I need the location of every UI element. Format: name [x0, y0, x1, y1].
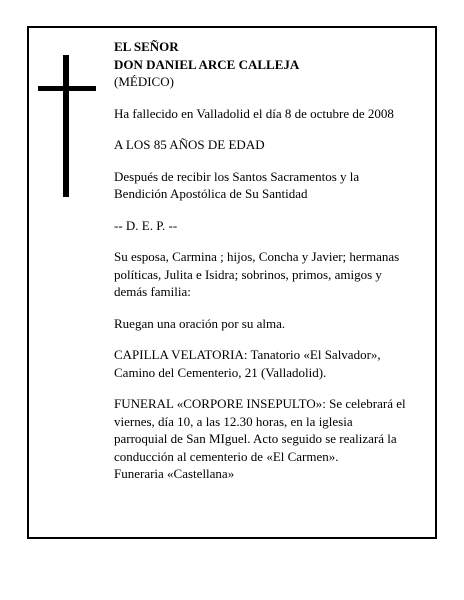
funeral-line-2: viernes, día 10, a las 12.30 horas, en la iglesia	[114, 413, 353, 429]
family-line-1: Su esposa, Carmina ; hijos, Concha y Javier; hermanas	[114, 249, 400, 264]
profession: (MÉDICO)	[114, 74, 174, 89]
cross-icon-bar	[38, 86, 96, 91]
funeral-line-4: conducción al cementerio de «El Carmen».	[114, 448, 339, 464]
funeral-line-3: parroquial de San MIguel. Acto seguido se realizará la	[114, 431, 397, 446]
death-statement: Ha fallecido en Valladolid el día 8 de octubre de 2008	[114, 105, 394, 121]
prayer-line: Ruegan una oración por su alma.	[114, 315, 286, 331]
chapel-line-2: Camino del Cementerio, 21 (Valladolid).	[114, 364, 327, 380]
chapel-line-1: CAPILLA VELATORIA: Tanatorio «El Salvador»,	[114, 347, 381, 362]
deceased-name: DON DANIEL ARCE CALLEJA	[114, 56, 300, 72]
age-statement: A LOS 85 AÑOS DE EDAD	[114, 137, 265, 152]
family-line-3: demás familia:	[114, 284, 191, 299]
rip-line: -- D. E. P. --	[114, 217, 178, 233]
cross-icon	[63, 55, 69, 197]
sacraments-line-2: Bendición Apostólica de Su Santidad	[114, 186, 308, 201]
obituary-text	[114, 38, 434, 483]
funeral-home: Funeraria «Castellana»	[114, 466, 235, 481]
funeral-line-1: FUNERAL «CORPORE INSEPULTO»: Se celebrará el	[114, 396, 406, 411]
family-line-2: políticas, Julita e Isidra; sobrinos, primos, amigos y	[114, 266, 382, 282]
honorific: EL SEÑOR	[114, 39, 179, 54]
sacraments-line-1: Después de recibir los Santos Sacramentos y la	[114, 168, 360, 184]
